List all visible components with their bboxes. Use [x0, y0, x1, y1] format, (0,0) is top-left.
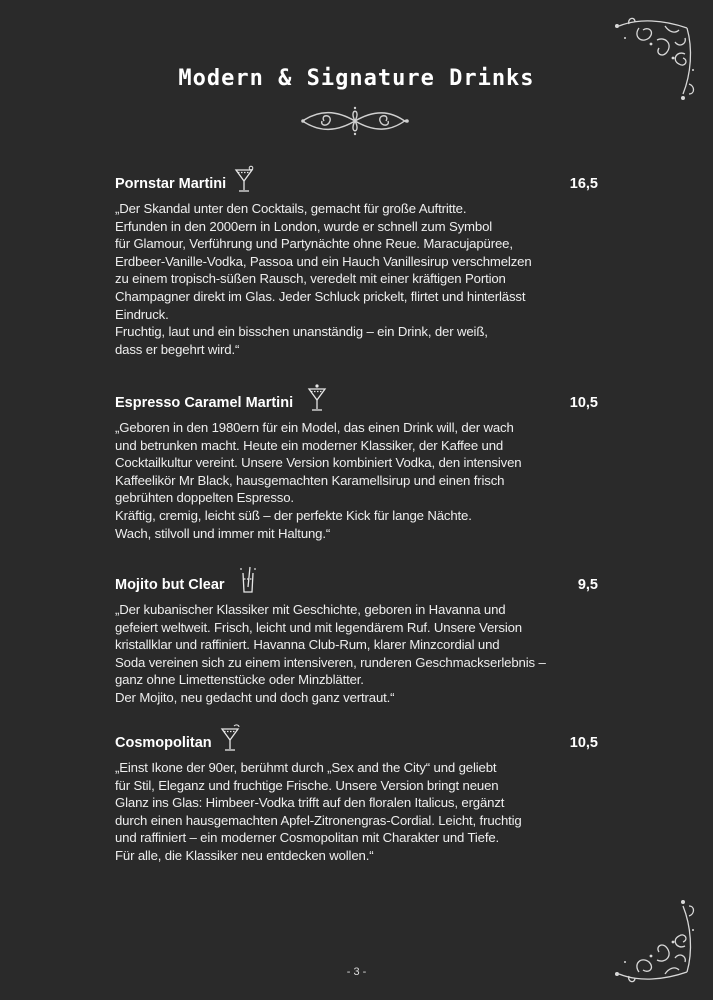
drink-header	[115, 571, 598, 595]
drink-name: Pornstar Martini	[115, 176, 227, 192]
drink-description: „Der Skandal unter den Cocktails, gemacht für große Auftritte. Erfunden in den 2000ern in London, wurde er schnell zum Symbol für Glamour, Verführung und Partynächte ohne Reue. Maracujapüree, Erdbeer-Vanille-Vodka, Passoa und ein Hauch Vanillesirup verschmelzen zu einem tropisch-süßen Rausch, veredelt mit einer kräftigen Portion Champagner direkt im Glas. Jeder Schluck prickelt, flirtet und hinterlässt Eindruck. Fruchtig, laut und ein bisschen unanständig – ein Drink, der weiß, dass er begehrt wird.“	[115, 201, 532, 357]
page-title: Modern & Signature Drinks	[178, 66, 535, 91]
drink-name: Mojito but Clear	[115, 577, 225, 593]
highball-glass-icon	[237, 565, 259, 595]
martini-glass-icon	[233, 164, 255, 194]
drink-header	[115, 170, 598, 194]
martini-glass-icon	[219, 723, 241, 753]
drink-description: „Der kubanischer Klassiker mit Geschichte, geboren in Havanna und gefeiert weltweit. Frisch, leicht und mit legendärem Ruf. Unsere Version kristallklar und raffiniert. Havanna Club-Rum, klarer Minzcordial und Soda vereinen sich zu einem intensiveren, runderen Geschmackserlebnis – ganz ohne Limettenstücke oder Minzblätter. Der Mojito, neu gedacht und doch ganz vertraut.“	[115, 602, 546, 705]
drink-item-pornstar-martini	[115, 170, 598, 358]
drink-price: 9,5	[577, 577, 598, 593]
drink-header	[115, 389, 598, 413]
drink-price: 16,5	[569, 176, 598, 192]
drink-name: Espresso Caramel Martini	[115, 395, 294, 411]
drink-header	[115, 729, 598, 753]
drink-item-cosmopolitan	[115, 729, 598, 865]
drink-item-mojito-but-clear	[115, 571, 598, 707]
drink-item-espresso-caramel-martini	[115, 389, 598, 542]
drink-price: 10,5	[569, 735, 598, 751]
martini-glass-icon	[306, 383, 328, 413]
title-ornament-icon	[300, 104, 410, 138]
drink-description: „Geboren in den 1980ern für ein Model, das einen Drink will, der wach und betrunken macht. Heute ein moderner Klassiker, der Kaffee und Cocktailkultur vereint. Unsere Version kombiniert Vodka, den intensiven Kaffeelikör Mr Black, hausgemachten Karamellsirup und einen frisch gebrühten doppelten Espresso. Kräftig, cremig, leicht süß – der perfekte Kick für lange Nächte. Wach, stilvoll und immer mit Haltung.“	[115, 420, 522, 541]
page-number: - 3 -	[346, 966, 367, 978]
drink-price: 10,5	[569, 395, 598, 411]
drink-description: „Einst Ikone der 90er, berühmt durch „Sex and the City“ und geliebt für Stil, Eleganz und fruchtige Frische. Unsere Version bringt neuen Glanz ins Glas: Himbeer-Vodka trifft auf den floralen Italicus, ergänzt durch einen hausgemachten Apfel-Zitronengras-Cordial. Leicht, fruchtig und raffiniert – ein moderner Cosmopolitan mit Charakter und Tiefe. Für alle, die Klassiker neu entdecken wollen.“	[115, 760, 522, 863]
drink-name: Cosmopolitan	[115, 735, 212, 751]
